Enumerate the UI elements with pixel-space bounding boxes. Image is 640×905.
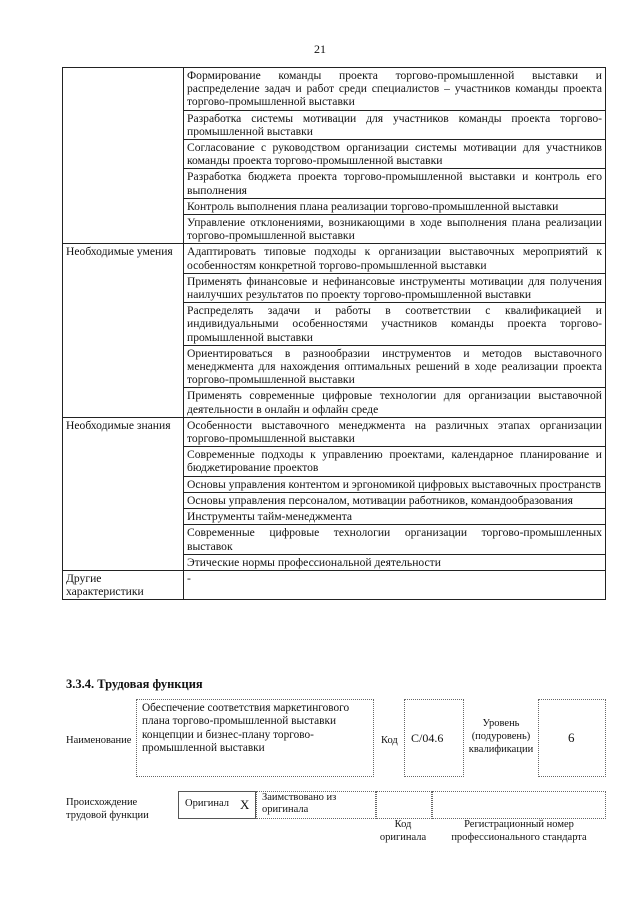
code-original-label: Код оригинала	[379, 819, 427, 843]
original-label: Оригинал	[185, 798, 229, 809]
table-row	[63, 417, 606, 446]
table-row	[63, 244, 606, 273]
borrowed-label: Заимствовано из оригинала	[262, 792, 337, 815]
row-description: -	[184, 570, 606, 599]
name-label: Наименование	[66, 735, 132, 746]
origin-label: Происхождение трудовой функции	[66, 797, 149, 821]
row-description: Современные подходы к управлению проектами, календарное планирование и бюджетирование проектов	[184, 447, 606, 476]
row-description: Основы управления контентом и эргономикой цифровых выставочных пространств	[184, 476, 606, 492]
code-value: C/04.6	[411, 731, 444, 745]
table-row	[63, 68, 606, 111]
labor-function-table	[62, 67, 606, 600]
row-description: Ориентироваться в разнообразии инструментов и методов выставочного менеджмента для нахождения оптимальных решений в ходе реализации проекта торгово-промышленной выставки	[184, 345, 606, 388]
row-description: Распределять задачи и работы в соответствии с квалификацией и индивидуальными особенностями участников команды проекта торгово-промышленной выставки	[184, 303, 606, 346]
level-label: Уровень (подуровень) квалификации	[468, 718, 534, 755]
row-description: Особенности выставочного менеджмента на различных этапах организации торгово-промышленной выставки	[184, 417, 606, 446]
row-description: Адаптировать типовые подходы к организации выставочных мероприятий к особенностям конкретной торгово-промышленной выставки	[184, 244, 606, 273]
row-group-label: Другие характеристики	[63, 570, 184, 599]
table-row	[63, 570, 606, 599]
row-description: Применять современные цифровые технологии для организации выставочной деятельности в онлайн и офлайн среде	[184, 388, 606, 417]
row-description: Согласование с руководством организации системы мотивации для участников команды проекта торгово-промышленной выставки	[184, 140, 606, 169]
row-description: Инструменты тайм-менеджмента	[184, 509, 606, 525]
code-label: Код	[381, 735, 398, 746]
code-original-box	[376, 791, 432, 819]
reg-number-box	[432, 791, 606, 819]
reg-number-label: Регистрационный номер профессионального стандарта	[451, 819, 587, 843]
section-heading: 3.3.4. Трудовая функция	[66, 677, 203, 691]
row-description: Контроль выполнения плана реализации торгово-промышленной выставки	[184, 198, 606, 214]
level-value: 6	[568, 730, 575, 745]
row-description: Управление отклонениями, возникающими в ходе выполнения плана реализации торгово-промышленной выставки	[184, 215, 606, 244]
row-group-label	[63, 68, 184, 244]
row-group-label: Необходимые умения	[63, 244, 184, 417]
row-group-label: Необходимые знания	[63, 417, 184, 570]
row-description: Этические нормы профессиональной деятельности	[184, 554, 606, 570]
row-description: Разработка системы мотивации для участников команды проекта торгово-промышленной выставки	[184, 110, 606, 139]
row-description: Разработка бюджета проекта торгово-промышленной выставки и контроль его выполнения	[184, 169, 606, 198]
original-mark: X	[240, 797, 250, 812]
function-name: Обеспечение соответствия маркетингового плана торгово-промышленной выставки концепции и бизнес-плану торгово-промышленной выставки	[142, 702, 350, 755]
page-number: 21	[314, 42, 326, 56]
row-description: Современные цифровые технологии организации торгово-промышленных выставок	[184, 525, 606, 554]
row-description: Основы управления персоналом, мотивации работников, командообразования	[184, 492, 606, 508]
row-description: Применять финансовые и нефинансовые инструменты мотивации для получения наилучших результатов по проекту торгово-промышленной выставки	[184, 273, 606, 302]
row-description: Формирование команды проекта торгово-промышленной выставки и распределение задач и работ среди специалистов – участников команды проекта торгово-промышленной выставки	[184, 68, 606, 111]
